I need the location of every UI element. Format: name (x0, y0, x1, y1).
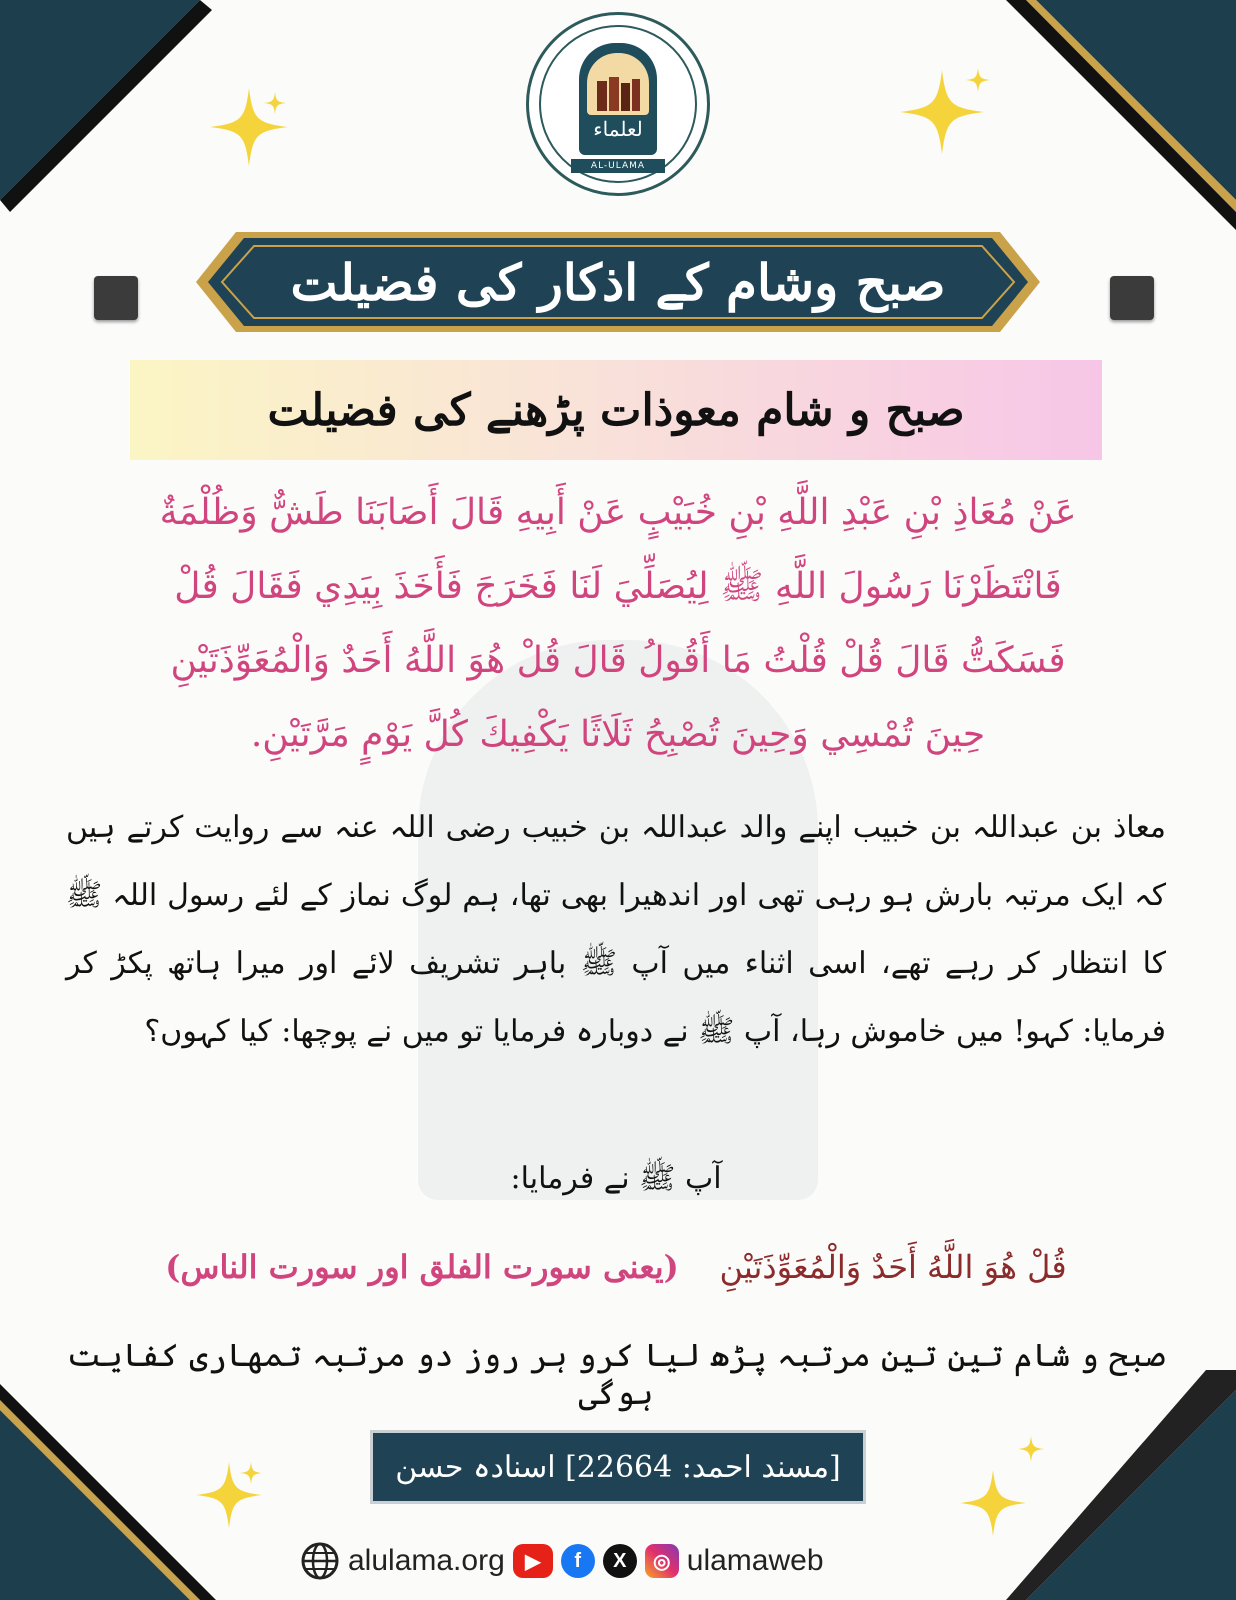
footer (300, 1538, 940, 1584)
decorative-square-icon (1110, 276, 1154, 320)
logo-latin-text: AL-ULAMA (571, 159, 665, 173)
sparkle-icon (1018, 1436, 1044, 1462)
book-stack-icon (587, 53, 649, 115)
instagram-icon[interactable]: ◎ (645, 1544, 679, 1578)
urdu-translation: معاذ بن عبداللہ بن خبیب اپنے والد عبداللہ بن خبیب رضی اللہ عنہ سے روایت کرتے ہیں کہ ایک مرتبہ بارش ہو رہی تھی اور اندھیرا بھی تھا، ہم لوگ نماز کے لئے رسول اللہ ﷺ کا انتظار کر رہے تھے، اسی اثناء میں آپ ﷺ باہر تشریف لائے اور میرا ہاتھ پکڑ کر فرمایا: کہو! میں خاموش رہا، آپ ﷺ نے دوبارہ فرمایا تو میں نے پوچھا: کیا کہوں؟ (66, 810, 1166, 1049)
page-title: صبح وشام کے اذکار کی فضیلت (290, 252, 946, 312)
facebook-icon[interactable]: f (561, 1544, 595, 1578)
hadith-arabic-line: عَنْ مُعَاذِ بْنِ عَبْدِ اللَّهِ بْنِ خُبَيْبٍ عَنْ أَبِيهِ قَالَ أَصَابَنَا طَشٌّ وَظُلْمَةٌ (159, 492, 1077, 533)
closing-line: صبح و شام تین تین مرتبہ پڑھ لیا کرو ہر روز دو مرتبہ تمھاری کفایت ہوگی (66, 1336, 1166, 1412)
sparkle-icon (966, 68, 990, 92)
reference-text: [مسند احمد: 22664] اسنادہ حسن (395, 1449, 841, 1485)
youtube-icon[interactable]: ▶ (513, 1544, 553, 1578)
sparkle-icon (960, 1470, 1026, 1536)
sparkle-icon (264, 92, 286, 114)
hadith-arabic-line: حِينَ تُمْسِي وَحِينَ تُصْبِحُ ثَلَاثًا يَكْفِيكَ كُلَّ يَوْمٍ مَرَّتَيْنِ. (250, 714, 986, 755)
subtitle-box (130, 360, 1102, 460)
qul-arabic: قُلْ هُوَ اللَّهُ أَحَدٌ وَالْمُعَوِّذَتَيْنِ (719, 1248, 1067, 1286)
corner-decoration-top-left (0, 0, 230, 230)
corner-decoration-top-right (1006, 0, 1236, 230)
reference-box (370, 1430, 866, 1504)
logo (526, 12, 710, 196)
said-line: آپ ﷺ نے فرمایا: (510, 1161, 722, 1196)
social-handle[interactable]: ulamaweb (686, 1544, 824, 1577)
subtitle: صبح و شام معوذات پڑھنے کی فضیلت (267, 384, 965, 436)
globe-icon[interactable] (300, 1541, 340, 1581)
hadith-arabic-line: فَسَكَتُّ قَالَ قُلْ قُلْتُ مَا أَقُولُ قَالَ قُلْ هُوَ اللَّهُ أَحَدٌ وَالْمُعَوِّذَتَيْنِ (170, 640, 1066, 681)
website-link[interactable]: alulama.org (348, 1544, 505, 1577)
decorative-square-icon (94, 276, 138, 320)
logo-arabic-word: لعلماء (593, 117, 643, 141)
qul-urdu-note: (یعنی سورت الفلق اور سورت الناس) (165, 1248, 679, 1286)
x-icon[interactable]: X (603, 1544, 637, 1578)
qul-line (66, 1248, 1166, 1286)
sparkle-icon (240, 1462, 262, 1484)
hadith-arabic-line: فَانْتَظَرْنَا رَسُولَ اللَّهِ ﷺ لِيُصَلِّيَ لَنَا فَخَرَجَ فَأَخَذَ بِيَدِي فَقَالَ قُلْ (174, 566, 1062, 607)
logo-badge (579, 43, 657, 155)
